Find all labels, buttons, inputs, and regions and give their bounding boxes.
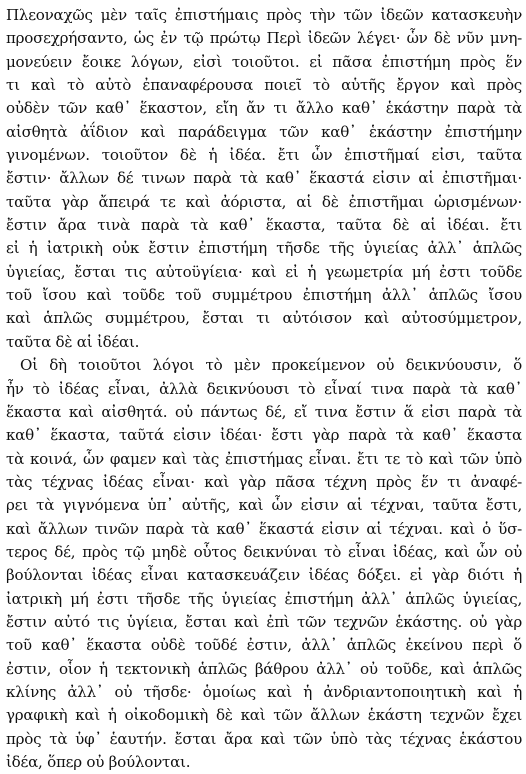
text-line: οὐδὲν τῶν καθ᾿ ἕκαστον, εἴη ἄν τι ἄλλο καθ᾿ ἑκάστην παρὰ τὰ (6, 99, 522, 118)
text-line: Οἱ δὴ τοιοῦτοι λόγοι τὸ μὲν προκείμενον οὐ δεικνύουσιν, ὅ (20, 356, 522, 375)
paragraph-1 (6, 4, 522, 354)
text-line: ταῦτα δὲ αἱ ἰδέαι. (6, 332, 140, 351)
text-line: ἰατρικὴ μή ἐστι τῆσδε τῆς ὑγιείας ἐπιστήμη ἀλλ᾿ ἁπλῶς ὑγιείας, (6, 589, 522, 608)
text-line: ρει τὰ γιγνόμενα ὑπ᾿ αὐτῆς, καὶ ὧν εἰσιν αἱ τέχναι, ταῦτα ἔστι, (6, 496, 522, 515)
text-line: ἔστιν· ἄλλων δέ τινων παρὰ τὰ καθ᾿ ἕκαστά εἰσιν αἱ ἐπιστῆμαι· (6, 169, 522, 188)
text-line: ταῦτα γὰρ ἄπειρά τε καὶ ἀόριστα, αἱ δὲ ἐπιστῆμαι ὡρισμένων· (6, 192, 522, 211)
text-line: ἕκαστα καὶ αἰσθητά. οὐ πάντως δέ, εἴ τινα ἔστιν ἅ εἰσι παρὰ τὰ (6, 402, 522, 421)
paragraph-2 (6, 354, 522, 774)
text-line: ἔστιν αὐτό τις ὑγίεια, ἔσται καὶ ἐπὶ τῶν τεχνῶν ἑκάστης. οὐ γὰρ (6, 612, 522, 631)
text-line: καὶ ἄλλων τινῶν παρὰ τὰ καθ᾿ ἕκαστά εἰσιν αἱ τέχναι. καὶ ὁ ὕσ- (6, 519, 522, 538)
text-line: πρὸς τὰ ὑφ᾿ ἑαυτήν. ἔσται ἄρα καὶ τῶν ὑπὸ τὰς τέχνας ἑκάστου (6, 729, 522, 748)
text-line: τι καὶ τὸ αὐτὸ ἐπαναφέρουσα ποιεῖ τὸ αὑτῆς ἔργον καὶ πρὸς (6, 76, 522, 95)
text-line: μονεύειν ἔοικε λόγων, εἰσὶ τοιοῦτοι. εἰ πᾶσα ἐπιστήμη πρὸς ἕν (6, 52, 522, 71)
text-line: Πλεοναχῶς μὲν ταῖς ἐπιστήμαις πρὸς τὴν τῶν ἰδεῶν κατασκευὴν (6, 6, 522, 24)
text-line: τοῦ ἴσου καὶ τοῦδε τοῦ συμμέτρου ἐπιστήμη ἀλλ᾿ ἁπλῶς ἴσου (6, 286, 522, 305)
text-line: βούλονται ἰδέας εἶναι κατασκευάζειν ἰδέας δόξει. εἰ γὰρ διότι ἡ (6, 566, 522, 585)
text-line: τὰ κοινά, ὧν φαμεν καὶ τὰς ἐπιστήμας εἶναι. ἔτι τε τὸ καὶ τῶν ὑπὸ (6, 449, 522, 468)
text-line: αἰσθητὰ ἀΐδιον καὶ παράδειγμα τῶν καθ᾿ ἑκάστην ἐπιστήμην (6, 122, 522, 141)
text-line: εἰ ἡ ἰατρικὴ οὐκ ἔστιν ἐπιστήμη τῆσδε τῆς ὑγιείας ἀλλ᾿ ἁπλῶς (6, 239, 522, 258)
text-line: τοῦ καθ᾿ ἕκαστα οὐδὲ τοῦδέ ἐστιν, ἀλλ᾿ ἁπλῶς ἐκείνου περὶ ὅ (6, 636, 522, 655)
text-line: καθ᾿ ἕκαστα, ταῦτά εἰσιν ἰδέαι· ἔστι γὰρ παρὰ τὰ καθ᾿ ἕκαστα (6, 426, 522, 445)
text-line: τὰς τέχνας ἰδέας εἶναι· καὶ γὰρ πᾶσα τέχνη πρὸς ἕν τι ἀναφέ- (6, 472, 522, 491)
text-line: ὑγιείας, ἔσται τις αὐτοϋγίεια· καὶ εἰ ἡ γεωμετρία μή ἐστι τοῦδε (6, 262, 522, 281)
text-line: ἔστιν ἄρα τινὰ παρὰ τὰ καθ᾿ ἕκαστα, ταῦτα δὲ αἱ ἰδέαι. ἔτι (6, 216, 522, 235)
text-line: ἐστιν, οἷον ἡ τεκτονικὴ ἁπλῶς βάθρου ἀλλ᾿ οὐ τοῦδε, καὶ ἁπλῶς (6, 659, 522, 678)
text-line: γινομένων. τοιοῦτον δὲ ἡ ἰδέα. ἔτι ὧν ἐπιστῆμαί εἰσι, ταῦτα (6, 146, 522, 165)
text-line: τερος δέ, πρὸς τῷ μηδὲ οὗτος δεικνύναι τὸ εἶναι ἰδέας, καὶ ὧν οὐ (6, 542, 522, 561)
text-line: ἦν τὸ ἰδέας εἶναι, ἀλλὰ δεικνύουσι τὸ εἶναί τινα παρὰ τὰ καθ᾿ (6, 379, 522, 398)
text-line: ἰδέα, ὅπερ οὐ βούλονται. (6, 753, 191, 771)
text-line: κλίνης ἀλλ᾿ οὐ τῆσδε· ὁμοίως καὶ ἡ ἀνδριαντοποιητικὴ καὶ ἡ (6, 682, 522, 701)
text-line: καὶ ἁπλῶς συμμέτρου, ἔσται τι αὐτόισον καὶ αὐτοσύμμετρον, (6, 309, 522, 328)
text-line: γραφικὴ καὶ ἡ οἰκοδομικὴ δὲ καὶ τῶν ἄλλων ἑκάστη τεχνῶν ἔχει (6, 706, 522, 725)
document-page (6, 4, 522, 774)
text-line: προσεχρήσαντο, ὡς ἐν τῷ πρώτῳ Περὶ ἰδεῶν λέγει· ὧν δὲ νῦν μνη- (6, 29, 522, 48)
